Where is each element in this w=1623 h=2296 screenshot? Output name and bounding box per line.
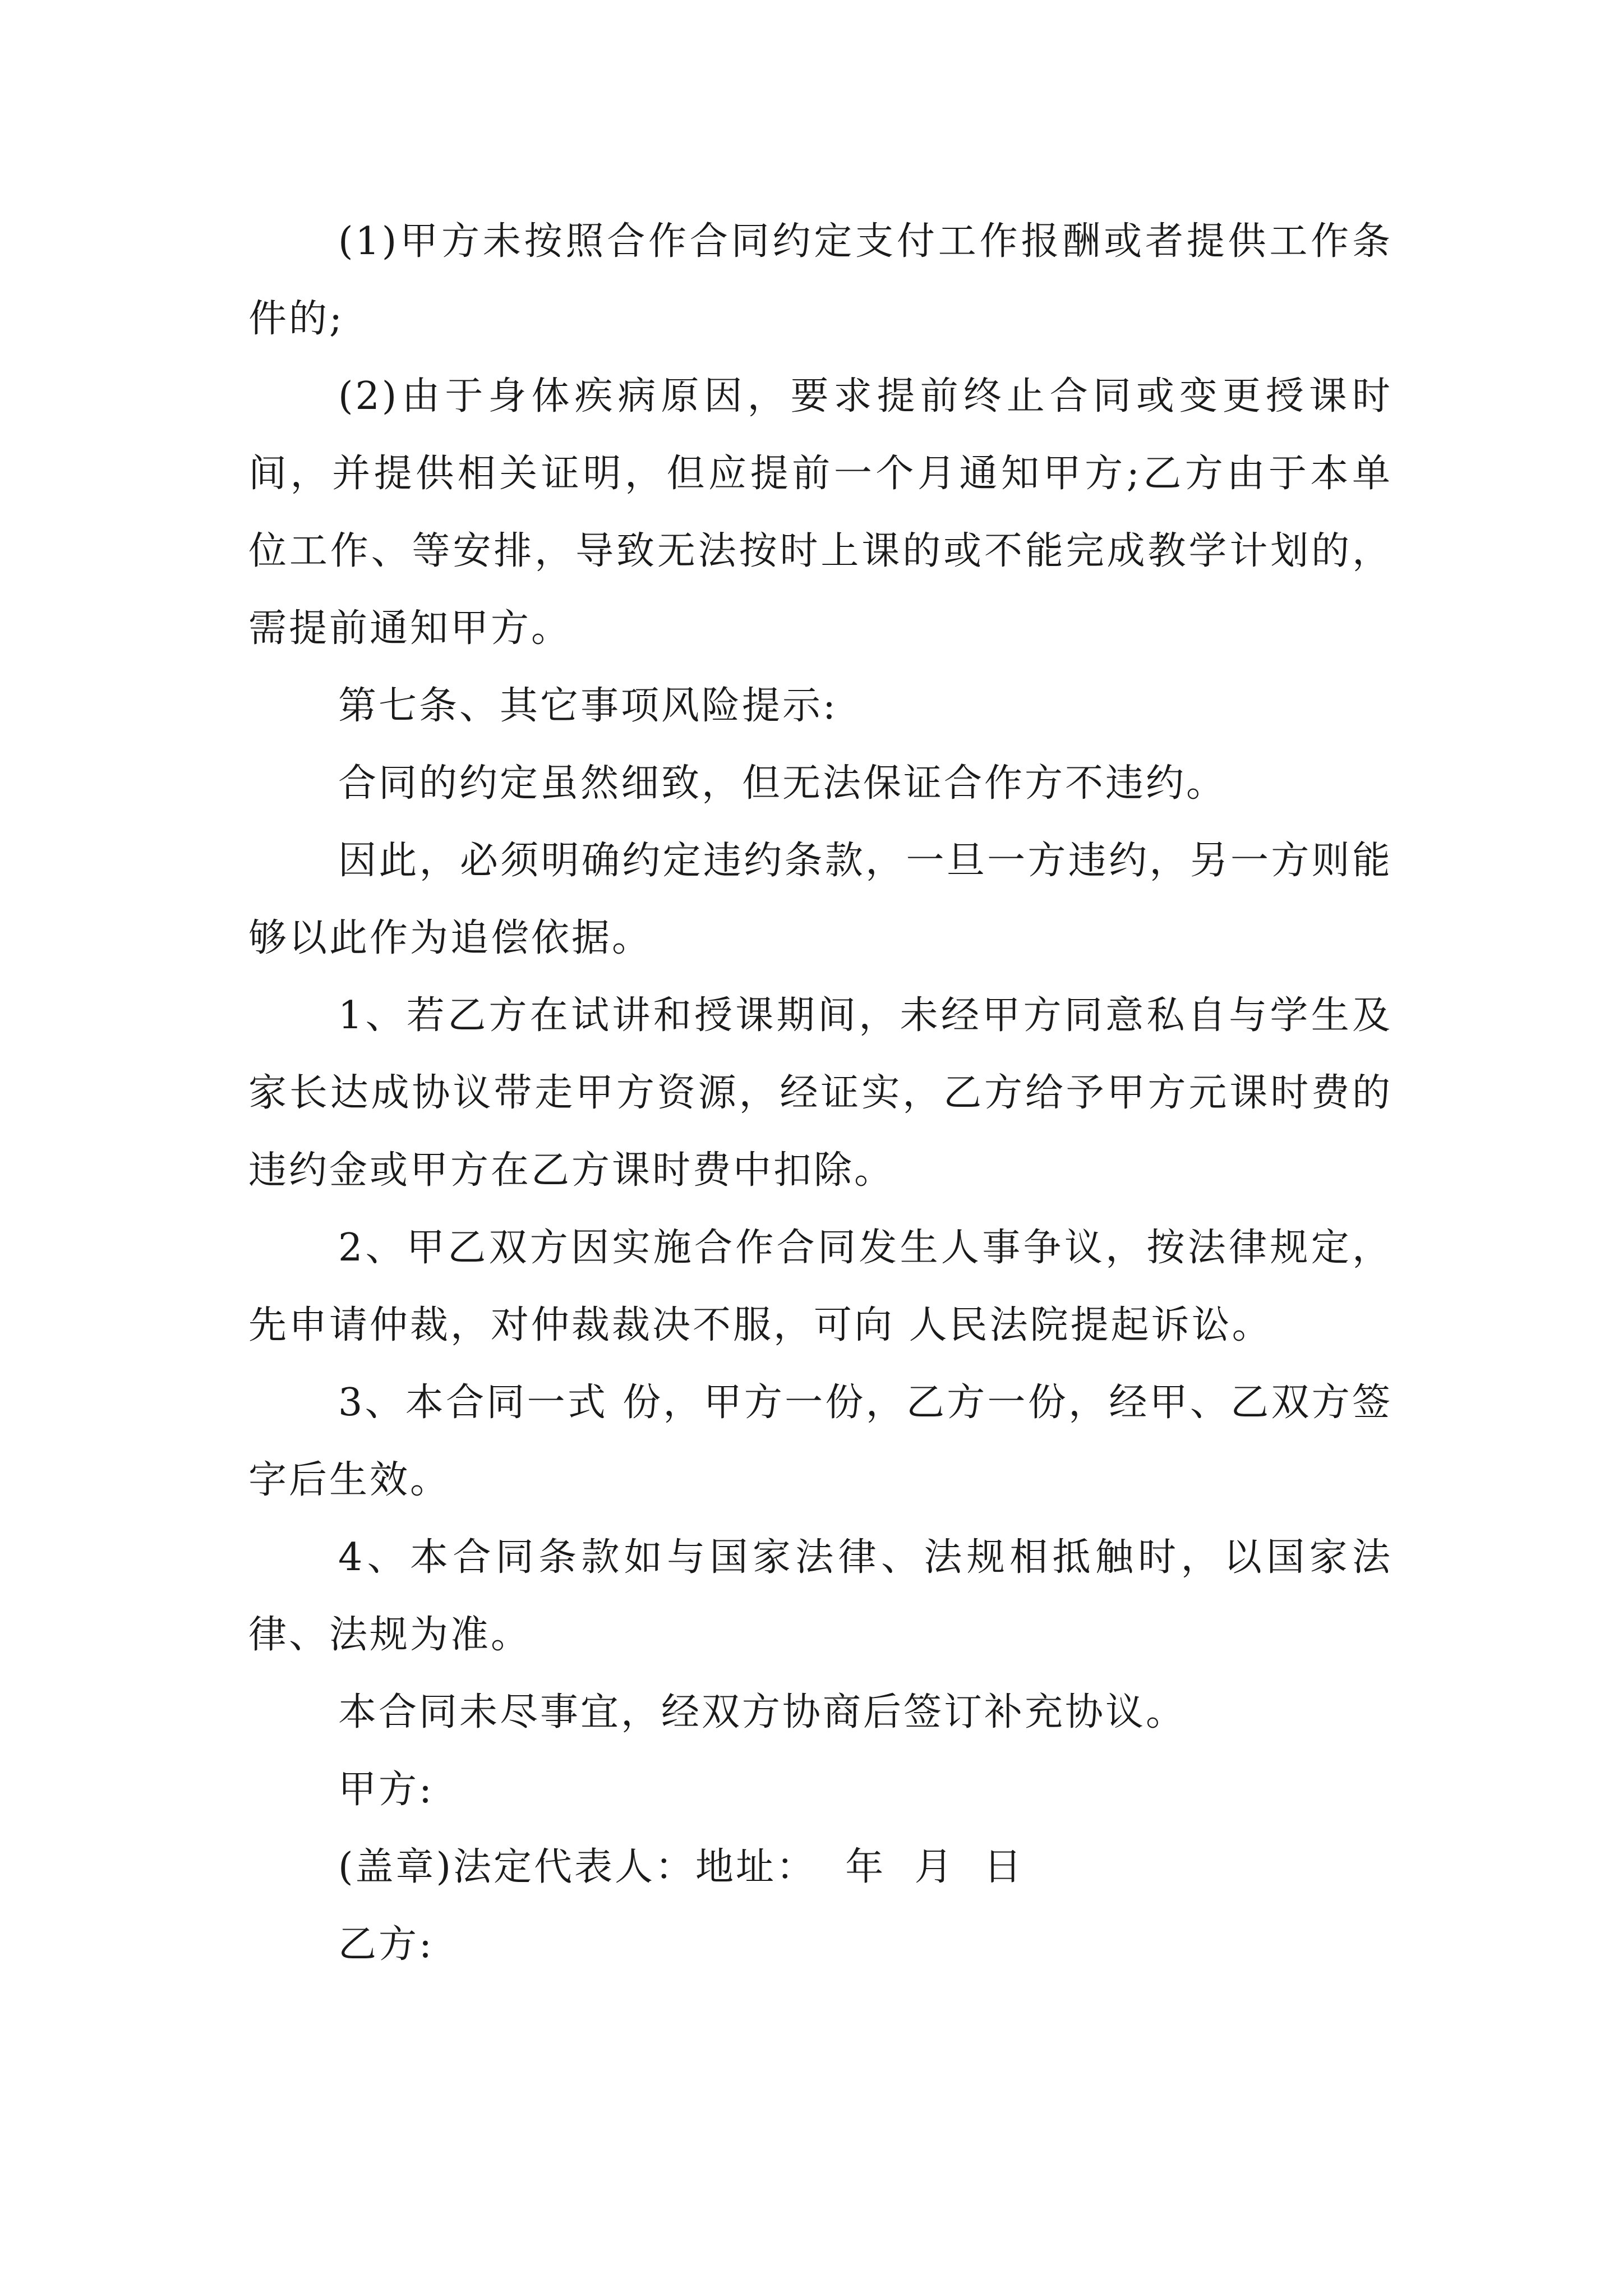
article-7-heading: 第七条、其它事项风险提示: [338, 684, 838, 728]
term-2-paragraph: 2、甲乙双方因实施合作合同发生人事争议，按法律规定，先申请仲裁，对仲裁裁决不服，可向 人民法院提起诉讼。 [248, 1226, 1393, 1347]
party-a-label: 甲方: [338, 1768, 434, 1812]
term-1-paragraph: 1、若乙方在试讲和授课期间，未经甲方同意私自与学生及家长达成协议带走甲方资源，经证实，乙方给予甲方元课时费的违约金或甲方在乙方课时费中扣除。 [248, 993, 1393, 1193]
breach-clause-paragraph: 因此，必须明确约定违约条款，一旦一方违约，另一方则能够以此作为追偿依据。 [248, 839, 1393, 960]
supplement-paragraph: 本合同未尽事宜，经双方协商后签订补充协议。 [338, 1690, 1187, 1734]
clause-1-item-unpaid: (1)甲方未按照合作合同约定支付工作报酬或者提供工作条件的; [248, 219, 1393, 341]
term-4-paragraph: 4、本合同条款如与国家法律、法规相抵触时，以国家法律、法规为准。 [248, 1535, 1393, 1657]
clause-2-item-illness: (2)由于身体疾病原因，要求提前终止合同或变更授课时间，并提供相关证明，但应提前一个月通知甲方;乙方由于本单位工作、等安排，导致无法按时上课的或不能完成教学计划的，需提前通知甲方。 [248, 374, 1393, 651]
document-body [248, 203, 1393, 1984]
risk-note-paragraph: 合同的约定虽然细致，但无法保证合作方不违约。 [338, 761, 1227, 806]
term-3-paragraph: 3、本合同一式 份，甲方一份，乙方一份，经甲、乙双方签字后生效。 [248, 1381, 1393, 1502]
signature-line: (盖章)法定代表人：地址： 年 月 日 [338, 1845, 1024, 1889]
party-b-label: 乙方: [338, 1922, 434, 1967]
